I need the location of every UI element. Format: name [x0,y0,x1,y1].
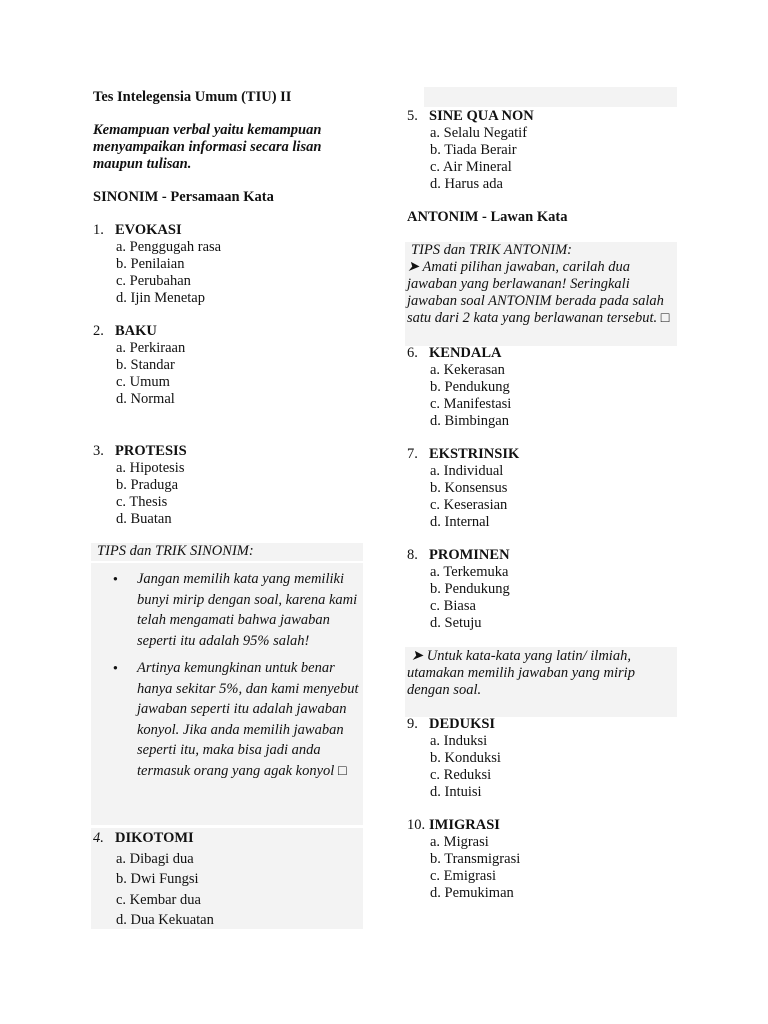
option-a: a. Migrasi [430,834,489,850]
option-b: b. Dwi Fungsi [116,871,199,887]
tips-antonim-heading: TIPS dan TRIK ANTONIM: [411,242,572,258]
option-b: b. Praduga [116,477,179,493]
option-c: c. Thesis [116,494,168,510]
option-b: b. Penilaian [116,256,185,272]
option-a: a. Induksi [430,733,488,749]
question-word: EVOKASI [115,222,182,238]
option-d: d. Buatan [116,511,172,527]
question-number: 9. [407,716,418,732]
tips-sinonim-list-box [91,563,363,825]
option-c: c. Air Mineral [430,159,512,175]
question-3 [93,443,363,528]
antonim-heading: ANTONIM - Lawan Kata [407,209,568,225]
option-c: c. Emigrasi [430,868,497,884]
option-d: d. Bimbingan [430,413,509,429]
tips-latin-box [405,647,677,717]
option-b: b. Standar [116,357,175,373]
option-d: d. Normal [116,391,175,407]
option-a: a. Perkiraan [116,340,186,356]
option-b: b. Pendukung [430,379,510,395]
option-b: b. Transmigrasi [430,851,521,867]
question-6 [407,345,677,430]
tips-sinonim-heading: TIPS dan TRIK SINONIM: [97,543,254,559]
tips-latin-text: ➤ Untuk kata-kata yang latin/ ilmiah, utamakan memilih jawaban yang mirip dengan soal. [407,648,635,698]
sinonim-heading: SINONIM - Persamaan Kata [93,189,274,205]
page-title: Tes Intelegensia Umum (TIU) II [93,89,292,105]
question-word: EKSTRINSIK [429,446,520,462]
option-b: b. Konsensus [430,480,508,496]
option-c: c. Reduksi [430,767,492,783]
option-d: d. Intuisi [430,784,482,800]
option-d: d. Setuju [430,615,482,631]
option-a: a. Penggugah rasa [116,239,222,255]
option-b: b. Konduksi [430,750,501,766]
question-number: 6. [407,345,418,361]
tips-antonim-body: ➤ Amati pilihan jawaban, carilah dua jawaban yang berlawanan! Seringkali jawaban soal ANTONIM berada pada salah satu dari 2 kata yang berlawanan tersebut. □ [407,259,670,326]
question-9 [407,716,677,801]
question-number: 7. [407,446,418,462]
question-number: 2. [93,323,104,339]
option-d: d. Ijin Menetap [116,290,205,306]
tips-sinonim-item: ● Artinya kemungkinan untuk benar hanya sekitar 5%, dan kami menyebut jawaban seperti itu adalah jawaban konyol. Jika anda memilih jawaban seperti itu, maka bisa jadi anda termasuk orang yang agak konyol □ [113,658,363,781]
question-8 [407,547,677,632]
question-word: PROTESIS [115,443,187,459]
question-number: 10. [407,817,426,833]
question-word: KENDALA [429,345,502,361]
question-4 [91,828,363,929]
question-word: BAKU [115,323,157,339]
option-c: c. Umum [116,374,170,390]
tips-sinonim-item: ● Jangan memilih kata yang memiliki bunyi mirip dengan soal, karena kami telah mengamati bahwa jawaban seperti itu adalah 95% salah! [113,569,363,651]
option-c: c. Biasa [430,598,476,614]
question-number: 5. [407,108,418,124]
option-a: a. Hipotesis [116,460,185,476]
question-word: SINE QUA NON [429,108,534,124]
question-word: IMIGRASI [429,817,500,833]
question-5 [407,108,677,193]
option-d: d. Internal [430,514,490,530]
question-number: 8. [407,547,418,563]
option-b: b. Pendukung [430,581,510,597]
option-a: a. Terkemuka [430,564,509,580]
intro-text: Kemampuan verbal yaitu kemampuan menyampaikan informasi secara lisan maupun tulisan. [93,122,322,172]
option-a: a. Kekerasan [430,362,505,378]
tips-sinonim-list [91,569,363,781]
option-c: c. Keserasian [430,497,508,513]
question-word: DEDUKSI [429,716,496,732]
option-c: c. Manifestasi [430,396,512,412]
option-a: a. Selalu Negatif [430,125,528,141]
shaded-strip [424,87,677,107]
tips-sinonim-heading-box [91,543,363,561]
option-c: c. Perubahan [116,273,191,289]
question-number: 1. [93,222,104,238]
option-c: c. Kembar dua [116,891,201,908]
question-10 [407,817,677,902]
option-b: b. Tiada Berair [430,142,517,158]
question-1 [93,222,363,307]
question-number: 3. [93,443,104,459]
option-d: d. Harus ada [430,176,503,192]
question-7 [407,446,677,531]
question-number: 4. [93,830,104,846]
question-word: DIKOTOMI [115,830,194,846]
question-word: PROMINEN [429,547,510,563]
question-2 [93,323,363,408]
option-d: d. Dua Kekuatan [116,912,214,928]
tips-antonim-box [405,242,677,346]
option-d: d. Pemukiman [430,885,514,901]
option-a: a. Individual [430,463,504,479]
option-a: a. Dibagi dua [116,850,194,867]
